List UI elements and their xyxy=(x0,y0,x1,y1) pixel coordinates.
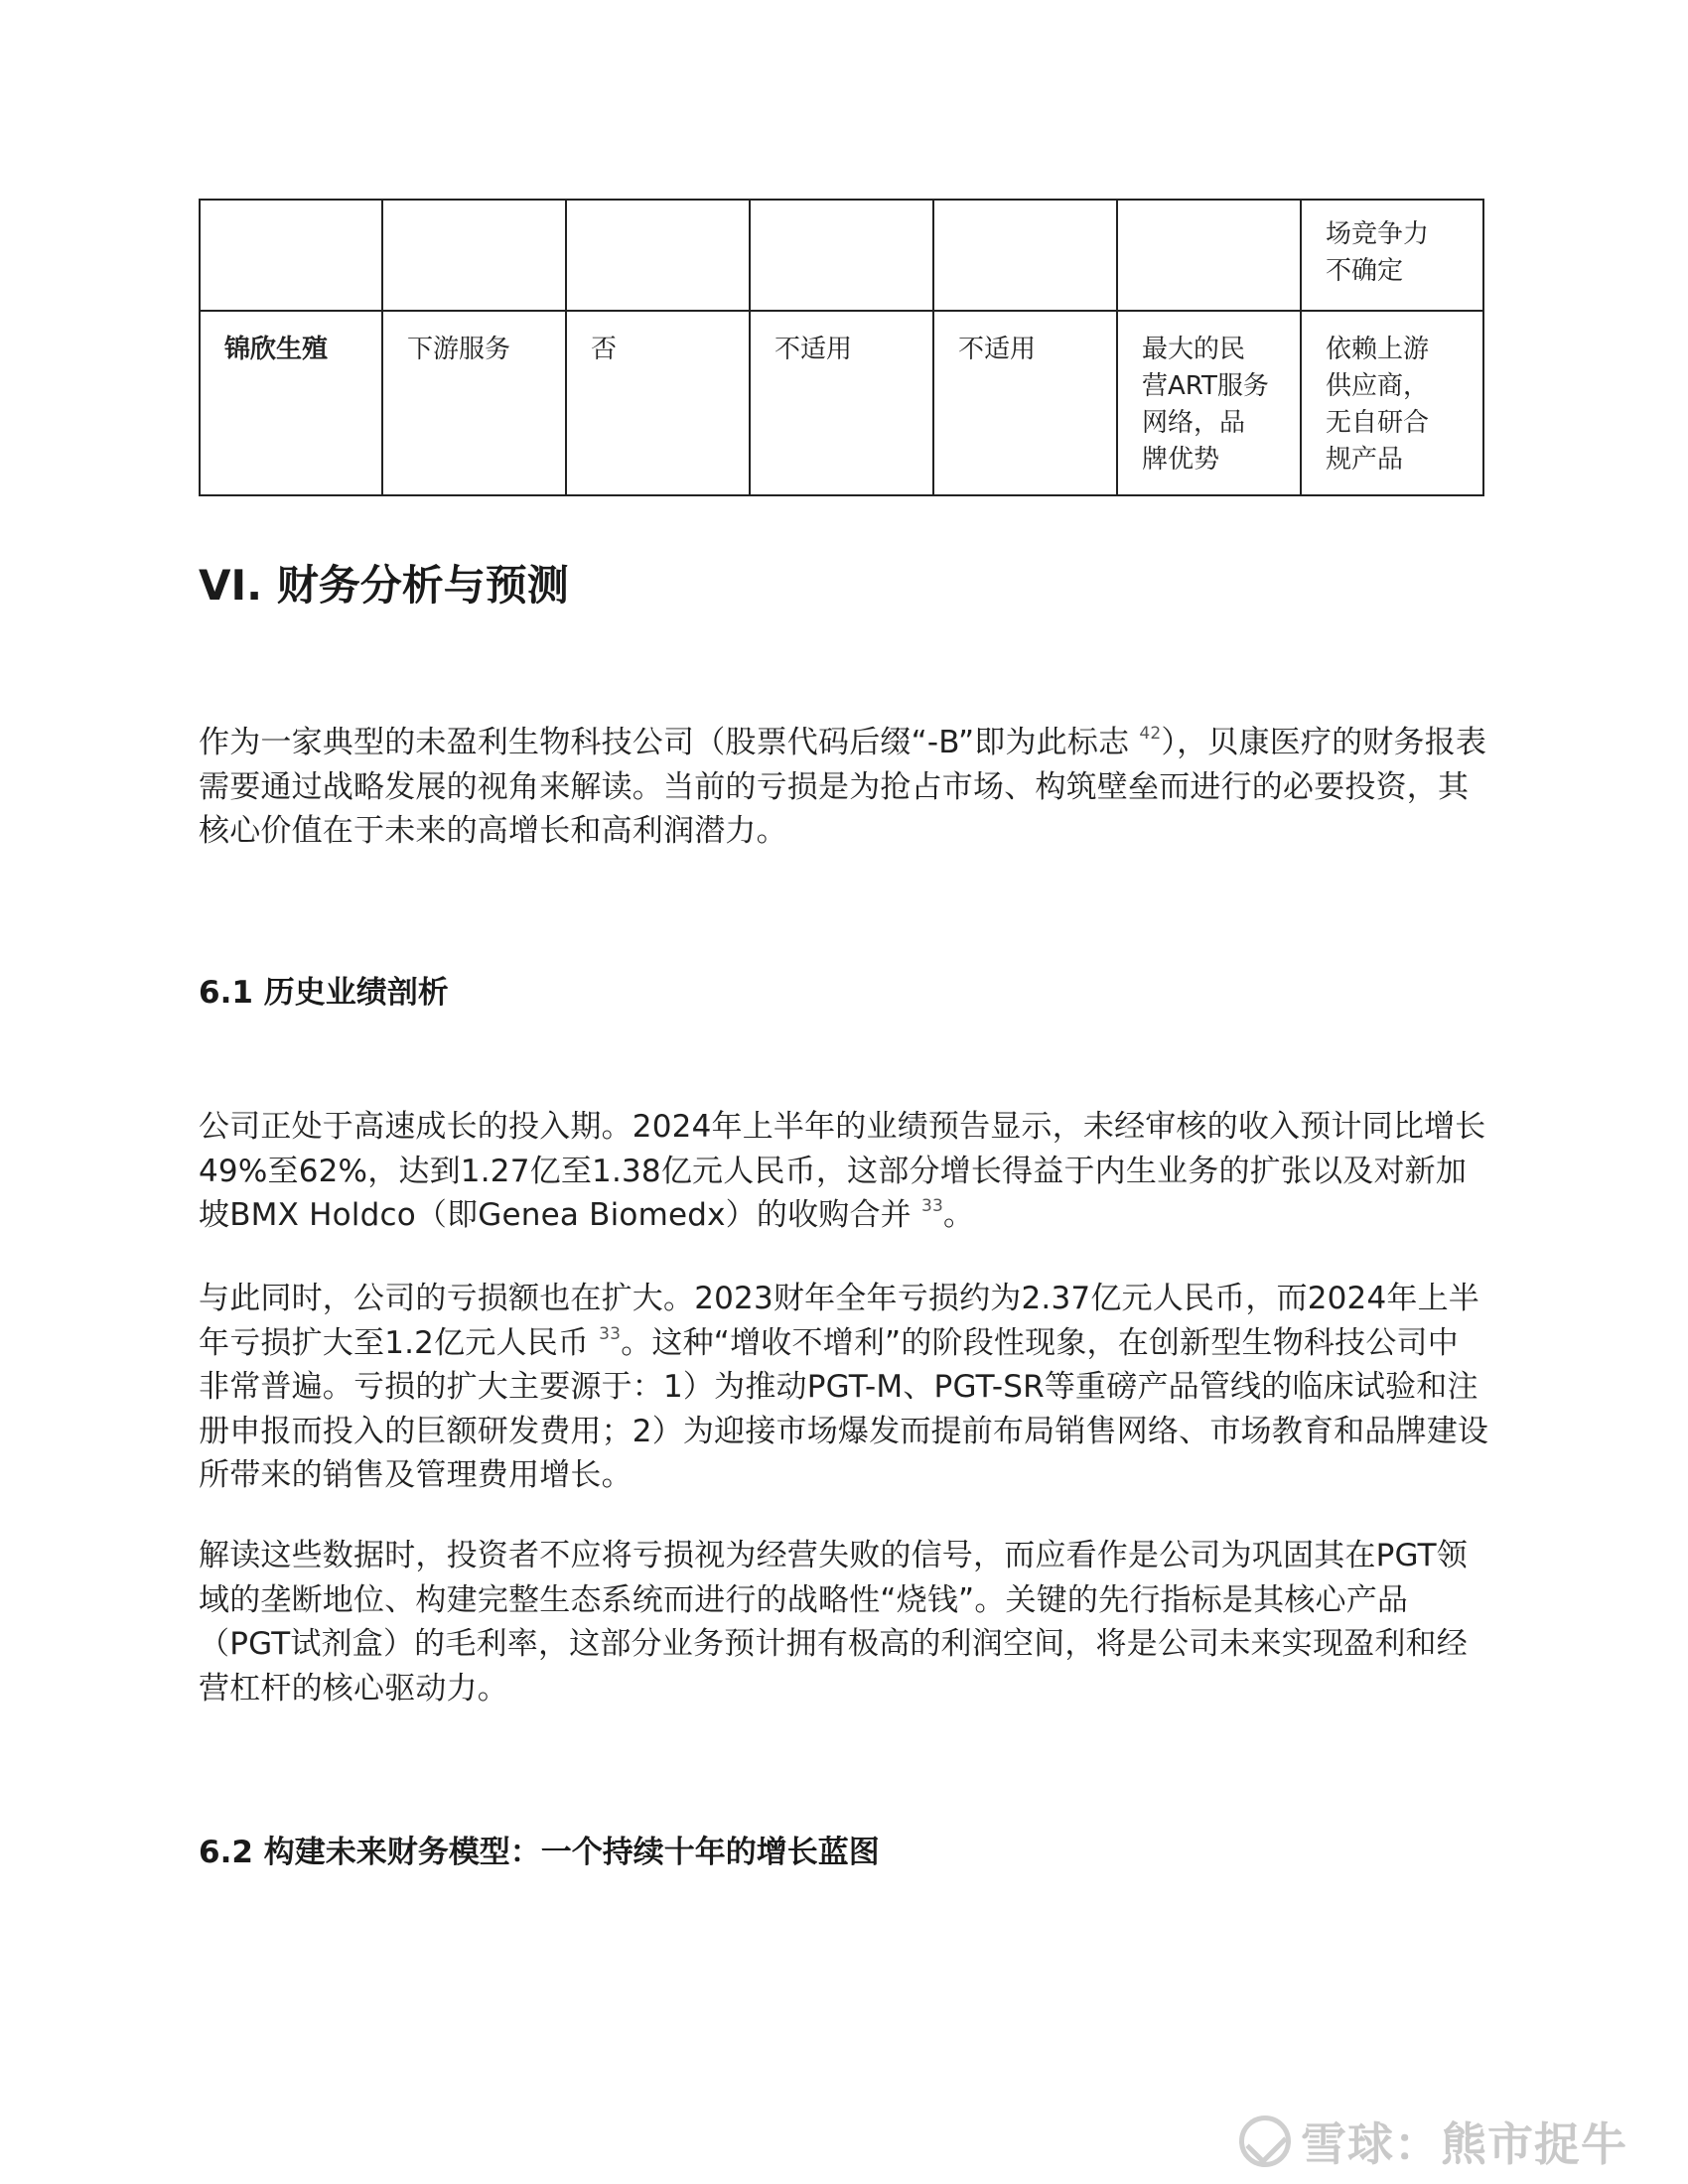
table-cell xyxy=(382,200,566,311)
paragraph-text: 与此同时，公司的亏损额也在扩大。2023财年全年亏损约为2.37亿元人民币，而2024年上半年亏损扩大至1.2亿元人民币 xyxy=(199,1281,1480,1361)
intro-text: 作为一家典型的未盈利生物科技公司（股票代码后缀“-B”即为此标志 xyxy=(199,725,1140,760)
paragraph-text-cont: 。这种“增收不增利”的阶段性现象，在创新型生物科技公司中非常普遍。亏损的扩大主要源于：1）为推动PGT-M、PGT-SR等重磅产品管线的临床试验和注册申报而投入的巨额研发费用；2）为迎接市场爆发而提前布局销售网络、市场教育和品牌建设所带来的销售及管理费用增长。 xyxy=(199,1324,1489,1493)
table-row xyxy=(200,200,1483,311)
footnote-ref[interactable]: 33 xyxy=(920,1196,943,1216)
intro-text-cont: ），贝康医疗的财务报表需要通过战略发展的视角来解读。当前的亏损是为抢占市场、构筑壁垒而进行的必要投资，其核心价值在于未来的高增长和高利润潜力。 xyxy=(199,725,1487,849)
xueqiu-logo-icon xyxy=(1239,2116,1291,2167)
footnote-ref[interactable]: 42 xyxy=(1139,724,1162,744)
comparison-table xyxy=(199,199,1484,496)
table-row xyxy=(200,311,1483,495)
footnote-ref[interactable]: 33 xyxy=(599,1323,622,1344)
table-cell xyxy=(200,200,382,311)
table-cell xyxy=(750,200,933,311)
watermark-text: 雪球：熊市捉牛 xyxy=(1301,2117,1627,2171)
watermark xyxy=(1239,2109,1627,2174)
paragraph-text-cont: 。 xyxy=(943,1197,975,1233)
table-cell: 最大的民 营ART服务 网络，品 牌优势 xyxy=(1117,311,1301,495)
table-cell: 否 xyxy=(566,311,750,495)
table-cell xyxy=(933,200,1117,311)
table-cell: 不适用 xyxy=(933,311,1117,495)
subsection-heading: 6.2 构建未来财务模型：一个持续十年的增长蓝图 xyxy=(199,1835,880,1870)
table-cell: 依赖上游 供应商， 无自研合 规产品 xyxy=(1301,311,1483,495)
table-cell xyxy=(566,200,750,311)
subsection-heading: 6.1 历史业绩剖析 xyxy=(199,975,449,1011)
section-heading: VI. 财务分析与预测 xyxy=(199,561,569,610)
table-cell: 不适用 xyxy=(750,311,933,495)
table-cell: 场竞争力 不确定 xyxy=(1301,200,1483,311)
paragraph: 解读这些数据时，投资者不应将亏损视为经营失败的信号，而应看作是公司为巩固其在PGT领域的垄断地位、构建完整生态系统而进行的战略性“烧钱”。关键的先行指标是其核心产品（PGT试剂盒）的毛利率，这部分业务预计拥有极高的利润空间，将是公司未来实现盈利和经营杠杆的核心驱动力。 xyxy=(199,1538,1468,1706)
table-cell xyxy=(1117,200,1301,311)
paragraph-text: 公司正处于高速成长的投入期。2024年上半年的业绩预告显示，未经审核的收入预计同比增长49%至62%，达到1.27亿至1.38亿元人民币，这部分增长得益于内生业务的扩张以及对新加坡BMX Holdco（即Genea Biomedx）的收购合并 xyxy=(199,1109,1486,1233)
paragraph xyxy=(199,1277,1489,1498)
company-name-cell: 锦欣生殖 xyxy=(200,311,382,495)
table-cell: 下游服务 xyxy=(382,311,566,495)
intro-paragraph xyxy=(199,721,1489,854)
paragraph xyxy=(199,1105,1489,1238)
